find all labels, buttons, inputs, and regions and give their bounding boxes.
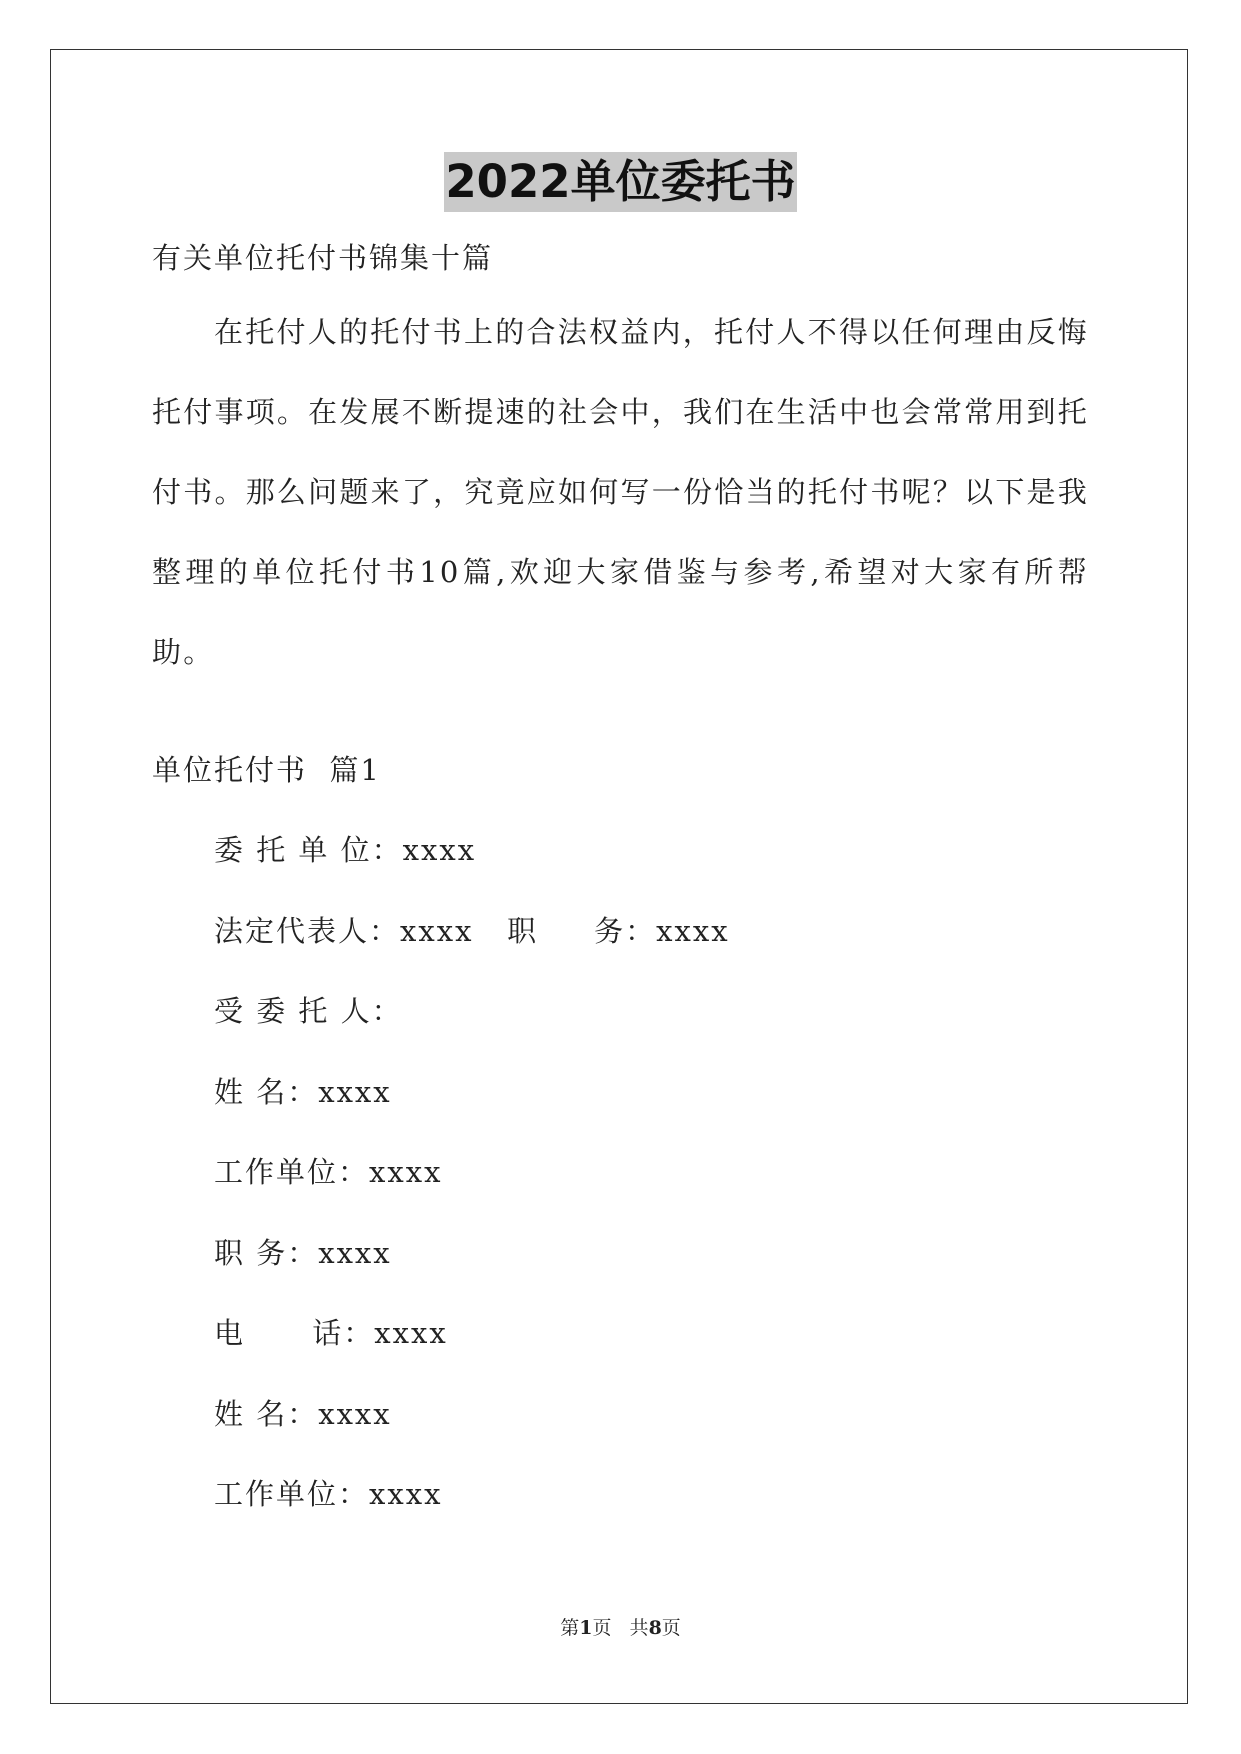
field-name-2: 姓 名：xxxx <box>214 1397 392 1431</box>
field-work-unit-1: 工作单位：xxxx <box>214 1155 443 1189</box>
field-trustee: 受 委 托 人： <box>214 994 403 1028</box>
footer-page-number: 1 <box>579 1617 593 1639</box>
footer-page-total: 8 <box>648 1617 662 1639</box>
field-phone: 电 话：xxxx <box>214 1316 448 1350</box>
field-legal-representative: 法定代表人：xxxx 职 务：xxxx <box>214 914 730 948</box>
document-title: 2022单位委托书 <box>444 152 796 212</box>
field-name-1: 姓 名：xxxx <box>214 1075 392 1109</box>
footer-page-prefix: 第 <box>560 1617 580 1639</box>
field-work-unit-2: 工作单位：xxxx <box>214 1477 443 1511</box>
document-subtitle: 有关单位托付书锦集十篇 <box>152 241 494 275</box>
title-container <box>0 152 1241 212</box>
section-heading: 单位托付书 篇1 <box>152 753 381 787</box>
page-footer <box>0 1616 1241 1640</box>
footer-page-suffix: 页 <box>661 1617 681 1639</box>
field-position: 职 务：xxxx <box>214 1236 392 1270</box>
field-entrusting-unit: 委 托 单 位：xxxx <box>214 833 477 867</box>
intro-paragraph: 在托付人的托付书上的合法权益内，托付人不得以任何理由反悔托付事项。在发展不断提速的社会中，我们在生活中也会常常用到托付书。那么问题来了，究竟应如何写一份恰当的托付书呢？以下是我整理的单位托付书10篇,欢迎大家借鉴与参考,希望对大家有所帮助。 <box>152 315 1089 669</box>
footer-page-mid: 页 共 <box>592 1617 649 1639</box>
